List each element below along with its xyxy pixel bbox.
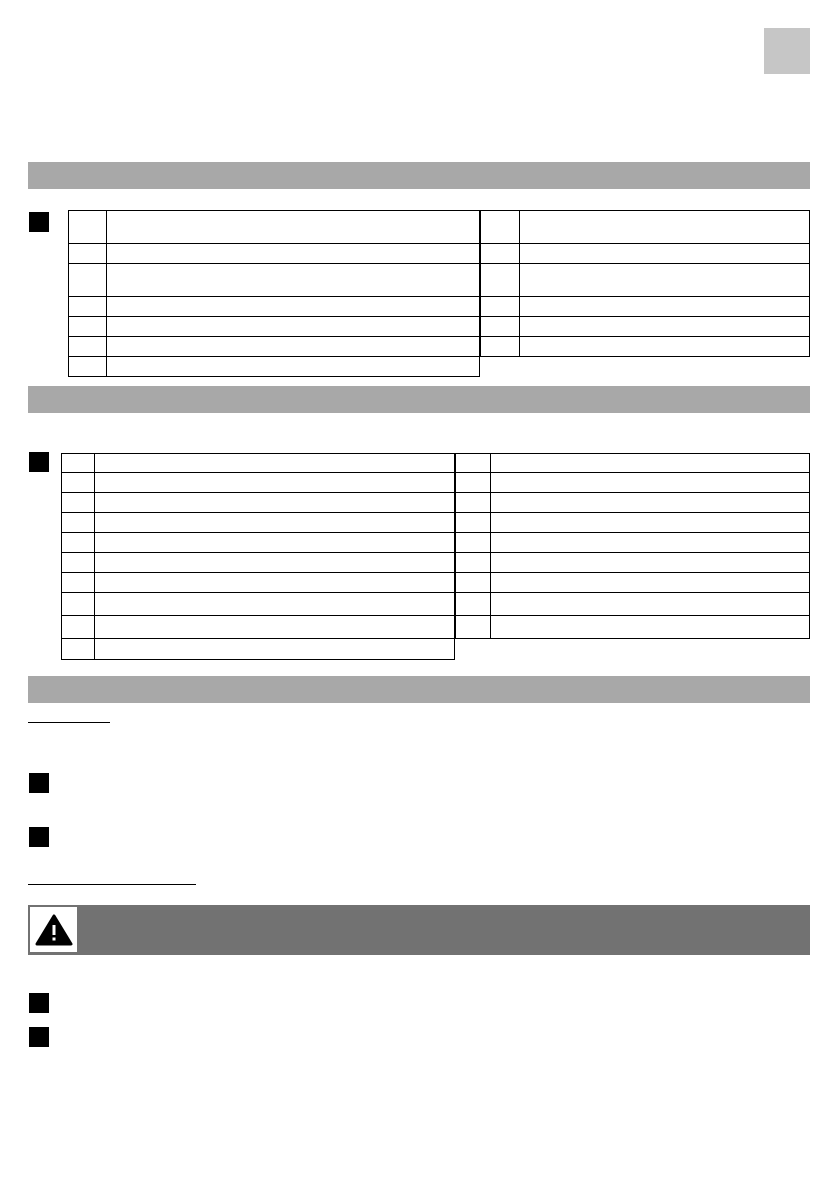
step-marker-4 (29, 1027, 49, 1047)
table-row (62, 454, 455, 473)
table-row (62, 553, 455, 573)
parts-table-2-left (61, 453, 455, 660)
table-row (62, 573, 455, 593)
warning-banner (28, 905, 810, 955)
table-row (69, 211, 480, 244)
table-row (69, 357, 480, 377)
table-row (481, 211, 810, 244)
table-row (62, 639, 455, 660)
table-row (69, 337, 480, 357)
table-row (62, 616, 455, 639)
parts-table-2-right (455, 453, 810, 639)
table-row (481, 264, 810, 297)
warning-triangle-icon (35, 913, 73, 947)
table-row (69, 264, 480, 297)
table-row (456, 454, 810, 473)
subheading-underline-1 (28, 722, 110, 723)
page-tab (764, 28, 810, 74)
step-marker-2 (29, 827, 49, 847)
parts-table-1-left (68, 210, 480, 377)
table-row (456, 473, 810, 493)
section-marker-1 (29, 212, 49, 232)
table-row (69, 244, 480, 264)
section-header-1 (28, 162, 810, 189)
section-header-2 (28, 386, 810, 413)
table-row (69, 317, 480, 337)
table-row (62, 473, 455, 493)
table-row (62, 513, 455, 533)
table-row (69, 297, 480, 317)
table-row (481, 244, 810, 264)
step-marker-1 (29, 773, 49, 793)
table-row (456, 616, 810, 639)
table-row (456, 513, 810, 533)
table-row (456, 533, 810, 553)
table-row (456, 593, 810, 616)
table-row (456, 553, 810, 573)
table-row (62, 533, 455, 553)
section-header-3 (28, 676, 810, 703)
section-marker-2 (29, 452, 49, 472)
table-row (481, 317, 810, 337)
table-row (62, 493, 455, 513)
subheading-underline-2 (28, 884, 196, 885)
table-row (481, 297, 810, 317)
table-row (481, 337, 810, 357)
table-row (62, 593, 455, 616)
table-row (456, 573, 810, 593)
warning-icon-box (30, 907, 77, 952)
step-marker-3 (29, 993, 49, 1013)
parts-table-1-right (480, 210, 810, 357)
table-row (456, 493, 810, 513)
